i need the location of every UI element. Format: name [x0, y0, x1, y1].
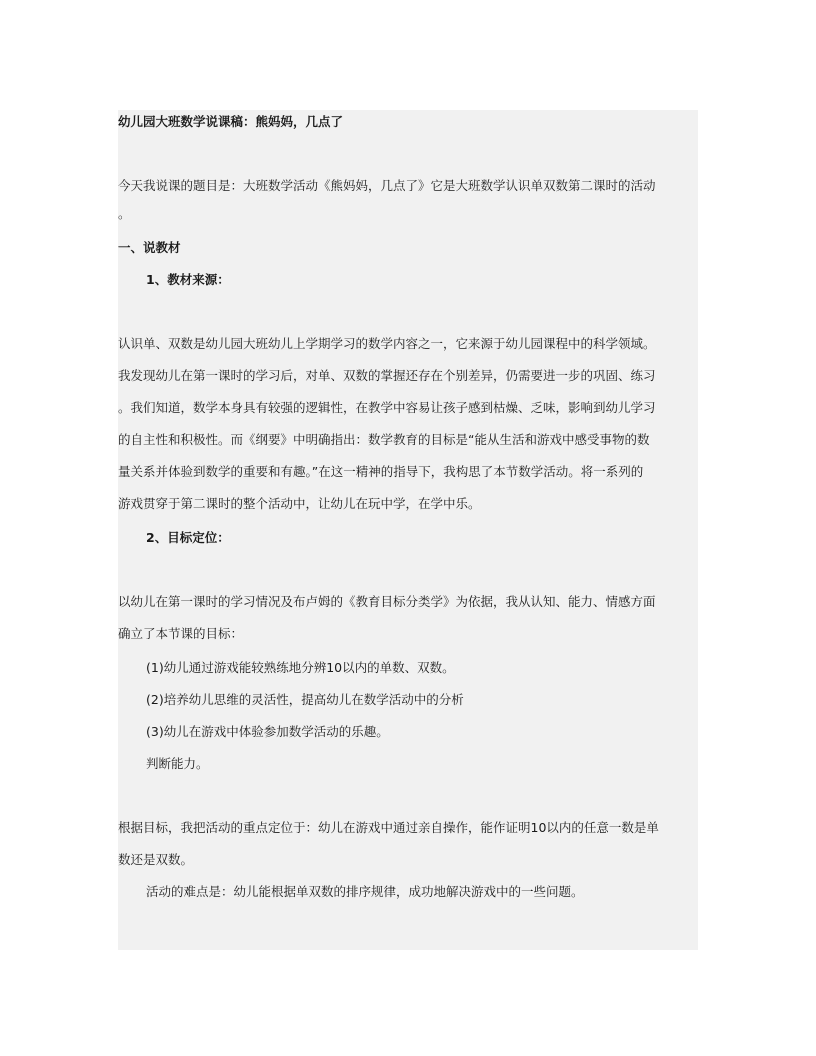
- intro-line-1: 今天我说课的题目是：大班数学活动《熊妈妈，几点了》它是大班数学认识单双数第二课时的活动: [118, 178, 656, 193]
- paragraph-line: 游戏贯穿于第二课时的整个活动中，让幼儿在玩中学，在学中乐。: [118, 496, 481, 511]
- goal-item: 判断能力。: [146, 756, 209, 771]
- subsection-heading-2: 2、目标定位：: [146, 530, 230, 545]
- goal-item: (3)幼儿在游戏中体验参加数学活动的乐趣。: [146, 724, 389, 739]
- section-heading-1: 一、说教材: [118, 240, 181, 255]
- paragraph-line: 我发现幼儿在第一课时的学习后，对单、双数的掌握还存在个别差异，仍需要进一步的巩固、练习: [118, 368, 656, 383]
- difficulty-line: 活动的难点是：幼儿能根据单双数的排序规律，成功地解决游戏中的一些问题。: [146, 884, 584, 899]
- goal-item: (1)幼儿通过游戏能较熟练地分辨10以内的单数、双数。: [146, 660, 455, 675]
- paragraph-line: 的自主性和积极性。而《纲要》中明确指出：数学教育的目标是“能从生活和游戏中感受事物的数: [118, 432, 650, 447]
- paragraph-line: 以幼儿在第一课时的学习情况及布卢姆的《教育目标分类学》为依据，我从认知、能力、情感方面: [118, 594, 656, 609]
- paragraph-line: 根据目标，我把活动的重点定位于：幼儿在游戏中通过亲自操作，能作证明10以内的任意一数是单: [118, 820, 659, 835]
- paragraph-line: 认识单、双数是幼儿园大班幼儿上学期学习的数学内容之一，它来源于幼儿园课程中的科学领域。: [118, 336, 656, 351]
- document-page: [118, 110, 698, 950]
- paragraph-line: 确立了本节课的目标：: [118, 626, 244, 641]
- intro-line-2: 。: [118, 206, 131, 221]
- paragraph-line: 。我们知道，数学本身具有较强的逻辑性，在教学中容易让孩子感到枯燥、乏味，影响到幼儿学习: [118, 400, 656, 415]
- goal-item: (2)培养幼儿思维的灵活性，提高幼儿在数学活动中的分析: [146, 692, 464, 707]
- subsection-heading-1: 1、教材来源：: [146, 272, 230, 287]
- paragraph-line: 量关系并体验到数学的重要和有趣。”在这一精神的指导下，我构思了本节数学活动。将一系列的: [118, 464, 644, 479]
- paragraph-line: 数还是双数。: [118, 852, 194, 867]
- document-title: 幼儿园大班数学说课稿：熊妈妈，几点了: [118, 114, 344, 129]
